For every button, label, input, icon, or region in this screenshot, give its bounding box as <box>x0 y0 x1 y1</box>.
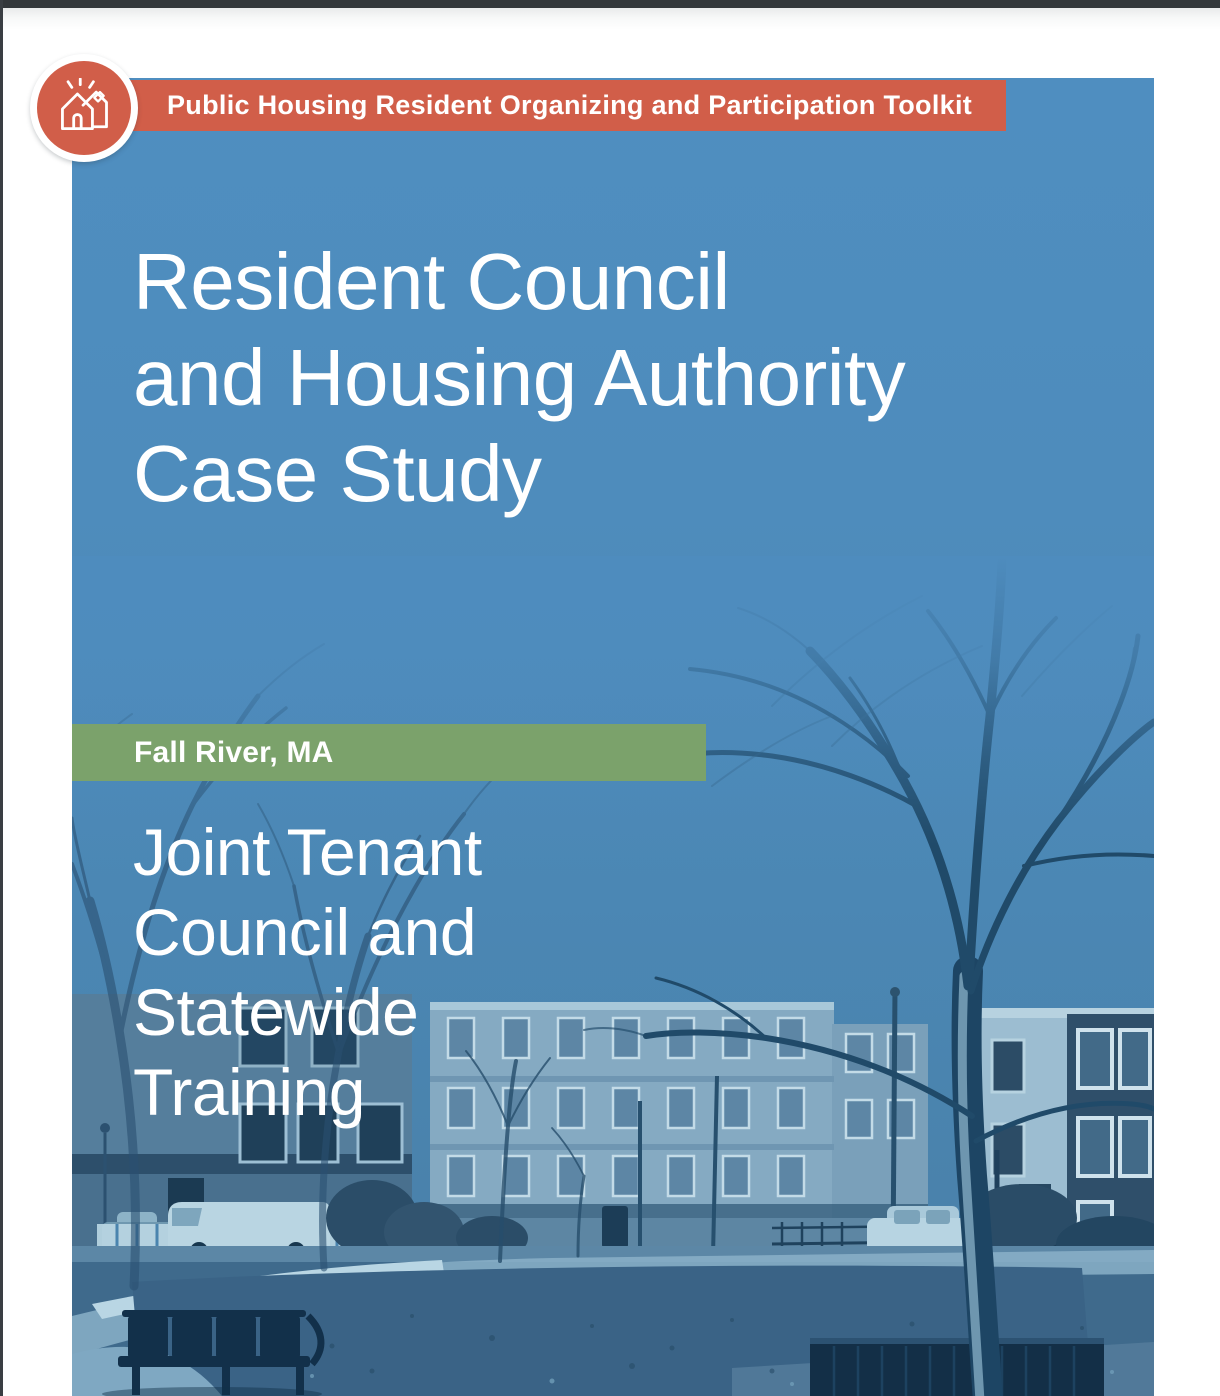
sky-fade-overlay <box>72 556 1154 846</box>
toolkit-logo-circle <box>37 61 131 155</box>
cover-subtitle-line: Council and <box>133 895 477 969</box>
location-banner <box>72 724 706 781</box>
page-top-shadow <box>0 8 1220 30</box>
viewer-top-bar <box>0 0 1220 8</box>
cover-subtitle-line: Joint Tenant <box>133 815 482 889</box>
cover-title-line: Resident Council <box>133 237 730 326</box>
cover-subtitle-line: Statewide <box>133 975 419 1049</box>
cover-subtitle <box>133 812 693 1132</box>
toolkit-logo <box>30 54 138 162</box>
cover-title-line: Case Study <box>133 429 542 518</box>
page-left-edge <box>0 0 3 1396</box>
location-label: Fall River, MA <box>134 735 334 769</box>
toolkit-banner <box>84 80 1006 131</box>
cover-title-line: and Housing Authority <box>133 333 906 422</box>
house-toolbox-icon <box>54 78 114 138</box>
park-bench-right <box>810 1338 1104 1396</box>
cover-subtitle-line: Training <box>133 1055 365 1129</box>
cover-title <box>133 234 1053 522</box>
toolkit-banner-label: Public Housing Resident Organizing and Participation Toolkit <box>167 90 973 120</box>
